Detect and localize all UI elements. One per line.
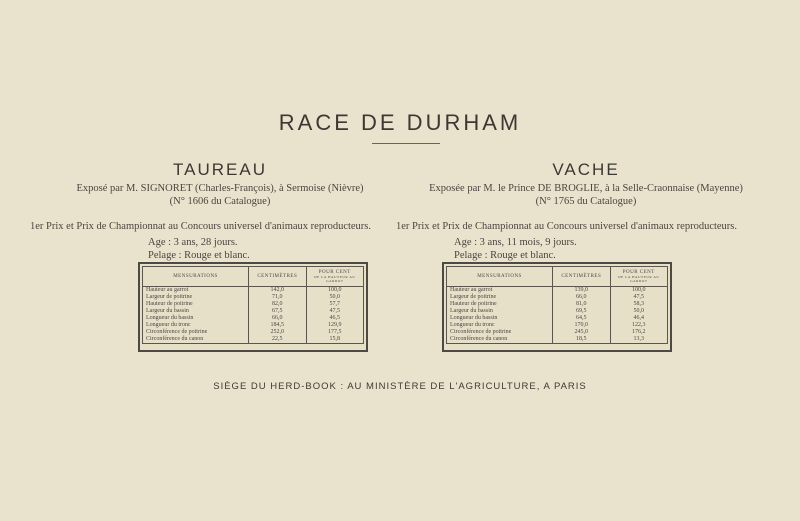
vache-measurements-table <box>446 266 668 344</box>
table-row <box>143 336 364 344</box>
table-row <box>447 336 668 344</box>
table-row <box>447 287 668 295</box>
vache-col-pour-cent-label: POUR CENT <box>622 270 655 275</box>
vache-table-body <box>447 287 668 344</box>
vache-prize: 1er Prix et Prix de Championnat au Concours universel d'animaux reproducteurs. <box>396 221 738 232</box>
vache-heading: VACHE <box>552 160 620 179</box>
row-label: Largeur de poitrine <box>447 294 553 301</box>
table-row <box>447 301 668 308</box>
row-label: Circonférence de poitrine <box>447 329 553 336</box>
row-label: Largeur du bassin <box>143 308 249 315</box>
row-centimetres: 66,0 <box>249 315 306 322</box>
row-label: Longueur du tronc <box>143 322 249 329</box>
taureau-age: Age : 3 ans, 28 jours. <box>148 237 238 248</box>
vache-section <box>396 160 776 275</box>
page-title: RACE DE DURHAM <box>278 110 522 135</box>
table-row <box>143 329 364 336</box>
row-centimetres: 81,0 <box>553 301 610 308</box>
row-centimetres: 139,0 <box>553 287 610 295</box>
row-centimetres: 66,0 <box>553 294 610 301</box>
row-label: Circonférence du canon <box>143 336 249 344</box>
table-row <box>143 308 364 315</box>
table-row <box>143 294 364 301</box>
row-centimetres: 69,5 <box>553 308 610 315</box>
row-pour-cent: 13,3 <box>610 336 667 344</box>
taureau-exposer: Exposé par M. SIGNORET (Charles-François), à Sermoise (Nièvre) <box>76 183 364 194</box>
vache-table-frame <box>442 262 672 352</box>
row-label: Longueur du tronc <box>447 322 553 329</box>
row-centimetres: 64,5 <box>553 315 610 322</box>
vache-col-pour-cent-sub: DE LA HAUTEUR AU GARROT <box>618 275 660 283</box>
row-label: Longueur du bassin <box>143 315 249 322</box>
row-label: Largeur du bassin <box>447 308 553 315</box>
row-pour-cent: 57,7 <box>306 301 363 308</box>
row-centimetres: 245,0 <box>553 329 610 336</box>
table-row <box>447 308 668 315</box>
table-row <box>447 329 668 336</box>
row-pour-cent: 47,5 <box>610 294 667 301</box>
vache-exposer: Exposée par M. le Prince DE BROGLIE, à la Selle-Craonnaise (Mayenne) <box>429 183 743 194</box>
row-pour-cent: 177,5 <box>306 329 363 336</box>
row-label: Circonférence de poitrine <box>143 329 249 336</box>
row-centimetres: 82,0 <box>249 301 306 308</box>
taureau-table-body <box>143 287 364 344</box>
taureau-col-pour-cent-label: POUR CENT <box>318 270 351 275</box>
taureau-col-pour-cent-sub: DE LA HAUTEUR AU GARROT <box>314 275 356 283</box>
row-label: Largeur de poitrine <box>143 294 249 301</box>
row-centimetres: 71,0 <box>249 294 306 301</box>
row-pour-cent: 58,3 <box>610 301 667 308</box>
row-pour-cent: 46,4 <box>610 315 667 322</box>
taureau-prize: 1er Prix et Prix de Championnat au Concours universel d'animaux reproducteurs. <box>30 221 372 232</box>
row-pour-cent: 176,2 <box>610 329 667 336</box>
taureau-table-frame <box>138 262 368 352</box>
table-row <box>447 294 668 301</box>
row-pour-cent: 129,9 <box>306 322 363 329</box>
vache-col-centimetres: CENTIMÈTRES <box>553 267 610 287</box>
taureau-pelage: Pelage : Rouge et blanc. <box>148 249 250 261</box>
row-label: Hauteur au garrot <box>447 287 553 295</box>
row-pour-cent: 46,5 <box>306 315 363 322</box>
row-label: Hauteur au garrot <box>143 287 249 295</box>
title-underline <box>372 143 440 144</box>
row-pour-cent: 100,0 <box>306 287 363 295</box>
row-pour-cent: 50,0 <box>610 308 667 315</box>
row-centimetres: 252,0 <box>249 329 306 336</box>
row-centimetres: 67,5 <box>249 308 306 315</box>
row-centimetres: 184,5 <box>249 322 306 329</box>
table-row <box>143 322 364 329</box>
row-label: Circonférence du canon <box>447 336 553 344</box>
taureau-col-centimetres: CENTIMÈTRES <box>249 267 306 287</box>
row-centimetres: 18,5 <box>553 336 610 344</box>
row-pour-cent: 15,8 <box>306 336 363 344</box>
table-row <box>143 287 364 295</box>
row-label: Longueur du bassin <box>447 315 553 322</box>
row-pour-cent: 47,5 <box>306 308 363 315</box>
row-centimetres: 22,5 <box>249 336 306 344</box>
footer-note: SIÈGE DU HERD-BOOK : AU MINISTÈRE DE L'AGRICULTURE, A PARIS <box>213 381 587 392</box>
row-pour-cent: 50,0 <box>306 294 363 301</box>
row-pour-cent: 122,3 <box>610 322 667 329</box>
row-label: Hauteur de poitrine <box>447 301 553 308</box>
row-pour-cent: 100,0 <box>610 287 667 295</box>
taureau-measurements-table <box>142 266 364 344</box>
taureau-col-pour-cent <box>306 267 363 287</box>
row-centimetres: 170,0 <box>553 322 610 329</box>
vache-pelage: Pelage : Rouge et blanc. <box>454 249 556 261</box>
table-row <box>447 322 668 329</box>
table-row <box>447 315 668 322</box>
row-centimetres: 142,0 <box>249 287 306 295</box>
taureau-col-mensurations: MENSURATIONS <box>143 267 249 287</box>
taureau-section <box>30 160 410 275</box>
vache-col-pour-cent <box>610 267 667 287</box>
row-label: Hauteur de poitrine <box>143 301 249 308</box>
vache-age: Age : 3 ans, 11 mois, 9 jours. <box>454 237 577 248</box>
taureau-catalogue: (N° 1606 du Catalogue) <box>169 196 271 207</box>
table-row <box>143 315 364 322</box>
vache-catalogue: (N° 1765 du Catalogue) <box>535 196 637 207</box>
taureau-heading: TAUREAU <box>173 160 267 179</box>
table-row <box>143 301 364 308</box>
vache-col-mensurations: MENSURATIONS <box>447 267 553 287</box>
